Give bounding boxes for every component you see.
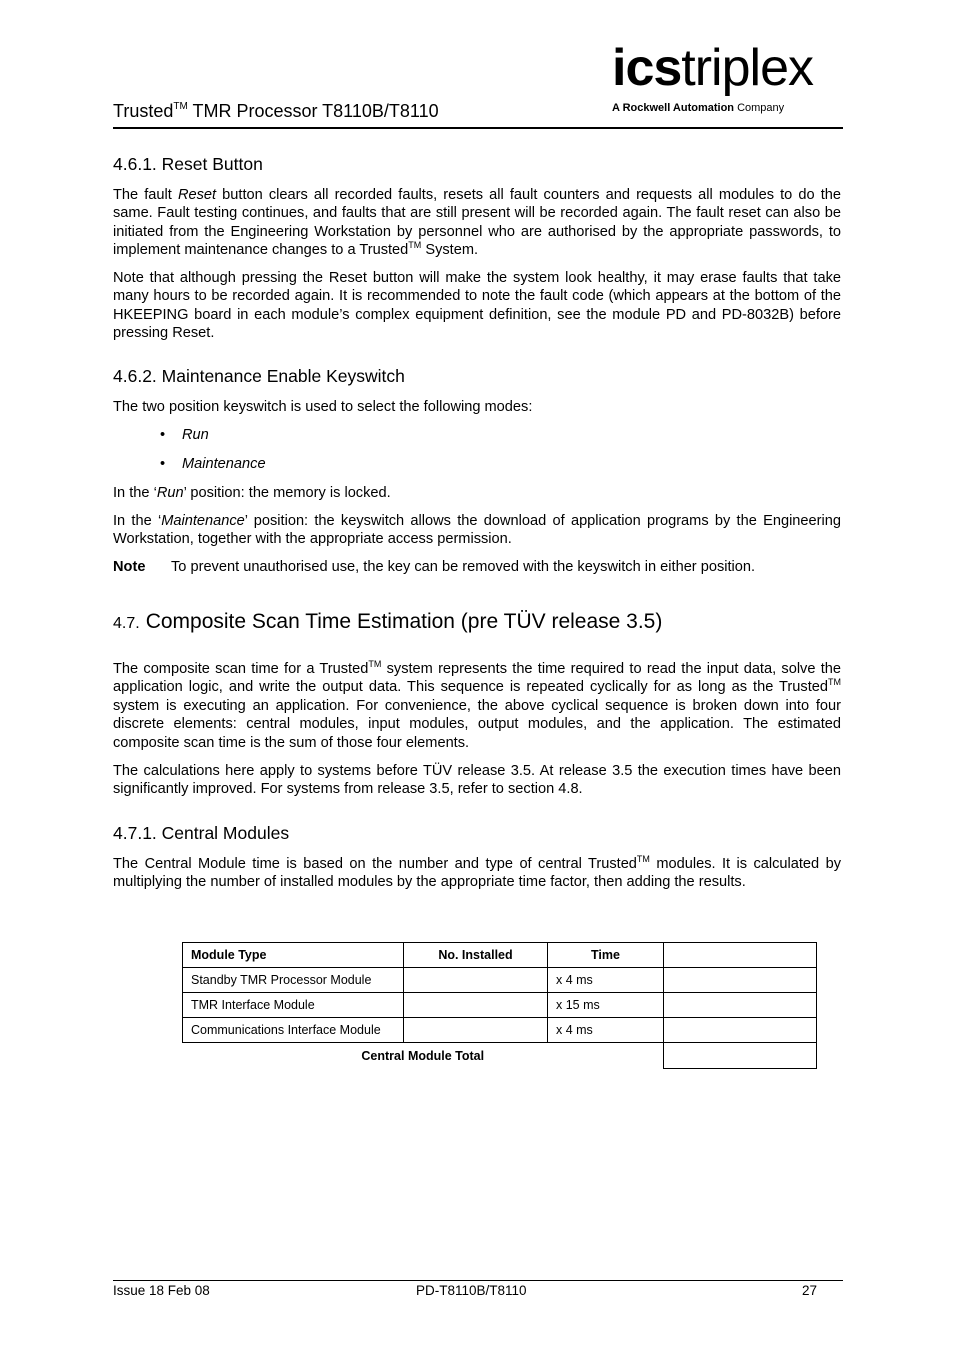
composite-scan-paragraph-2: The calculations here apply to systems before TÜV release 3.5. At release 3.5 the execution times have been significantly improved. For systems from release 3.5, refer to section 4.8. xyxy=(113,763,841,798)
table-cell: Standby TMR Processor Module xyxy=(183,968,404,993)
footer-document-id: PD-T8110B/T8110 xyxy=(416,1283,527,1298)
note xyxy=(113,559,755,575)
table-cell xyxy=(664,1018,817,1043)
reset-button-paragraph-2: Note that although pressing the Reset button will make the system look healthy, it may erase faults that take many hours to be recorded again. It is recommended to note the fault code (which appears at the bottom of the HKEEPING board in each module’s complex equipment definition, see the module PD and PD-8032B) before pressing Reset. xyxy=(113,270,841,342)
table-header-cell: Time xyxy=(548,943,664,968)
run-position-text: In the ‘Run’ position: the memory is locked. xyxy=(113,485,391,501)
logo-triplex: triplex xyxy=(681,39,814,97)
company-logo xyxy=(612,39,844,114)
table-cell xyxy=(404,993,548,1018)
table-cell xyxy=(404,968,548,993)
composite-scan-paragraph-1: The composite scan time for a Trusted™ system represents the time required to read the input data, solve the application logic, and write the output data. This sequence is repeated cyclically for as long as the Trusted™ system is executing an application. For convenience, the above cyclical sequence is broken down into four discrete elements: central modules, input modules, output modules, and the application. The estimated composite scan time is the sum of those four elements. xyxy=(113,659,842,751)
table-header-cell: No. Installed xyxy=(404,943,548,968)
table-row xyxy=(183,993,817,1018)
table-row xyxy=(183,1018,817,1043)
table-cell xyxy=(664,993,817,1018)
table-total-row xyxy=(183,1043,817,1069)
keyswitch-intro: The two position keyswitch is used to select the following modes: xyxy=(113,399,533,415)
table-cell: x 4 ms xyxy=(548,968,664,993)
central-modules-paragraph: The Central Module time is based on the number and type of central Trusted™ modules. It is calculated by multiplying the number of installed modules by the appropriate time factor, then adding the results. xyxy=(113,854,841,891)
section-heading-composite-scan-time: 4.7. Composite Scan Time Estimation (pre TÜV release 3.5) xyxy=(113,610,663,633)
table-cell: TMR Interface Module xyxy=(183,993,404,1018)
central-module-total-value xyxy=(664,1043,817,1069)
section-heading-keyswitch: 4.6.2. Maintenance Enable Keyswitch xyxy=(113,366,405,386)
table-header-row xyxy=(183,943,817,968)
table-cell: Communications Interface Module xyxy=(183,1018,404,1043)
logo-subtitle: A Rockwell Automation Company xyxy=(612,102,785,114)
table-cell xyxy=(664,968,817,993)
list-item: • Maintenance xyxy=(160,456,266,472)
section-heading-central-modules: 4.7.1. Central Modules xyxy=(113,823,290,843)
logo-ics: ics xyxy=(612,39,682,97)
reset-button-paragraph-1: The fault Reset button clears all recorded faults, resets all fault counters and requests all modules to do the same. Fault testing continues, and faults that are still present will be recorded again. The fault reset can also be initiated from the Engineering Workstation by personnel who are authorised by the appropriate passwords, to implement maintenance changes to a Trusted™ System. xyxy=(113,187,841,259)
maintenance-position-text: In the ‘Maintenance’ position: the keyswitch allows the download of application programs by the Engineering Workstation, together with the appropriate access permission. xyxy=(113,513,841,548)
table-row xyxy=(183,968,817,993)
header-divider xyxy=(113,127,843,129)
note-label: Note xyxy=(113,559,146,575)
header-title: Trusted™ TMR Processor T8110B/T8110 xyxy=(113,101,439,121)
central-module-total-label: Central Module Total xyxy=(361,1048,485,1063)
section-heading-reset-button: 4.6.1. Reset Button xyxy=(113,154,263,174)
footer-divider xyxy=(113,1280,843,1281)
central-module-table xyxy=(182,942,817,1069)
note-text: To prevent unauthorised use, the key can be removed with the keyswitch in either position. xyxy=(171,559,756,575)
footer-page-number: 27 xyxy=(802,1283,818,1298)
table-cell: x 15 ms xyxy=(548,993,664,1018)
footer-issue: Issue 18 Feb 08 xyxy=(113,1283,210,1298)
list-item: • Run xyxy=(160,427,209,443)
table-cell: x 4 ms xyxy=(548,1018,664,1043)
table-header-cell xyxy=(664,943,817,968)
table-cell xyxy=(404,1018,548,1043)
table-header-cell: Module Type xyxy=(183,943,404,968)
